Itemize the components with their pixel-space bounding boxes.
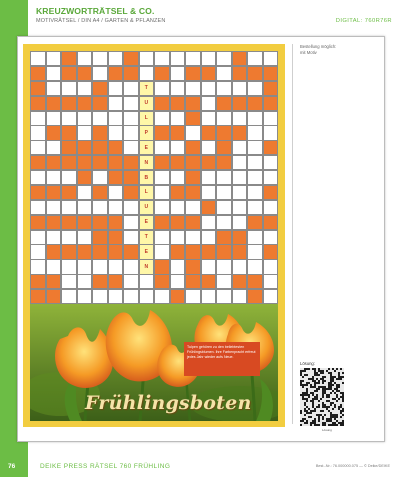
- grid-cell[interactable]: [232, 259, 248, 274]
- grid-cell[interactable]: [46, 230, 62, 245]
- grid-cell[interactable]: [92, 66, 108, 81]
- clue-cell[interactable]: [92, 155, 108, 170]
- clue-cell[interactable]: [185, 170, 201, 185]
- clue-cell[interactable]: [108, 244, 124, 259]
- grid-cell[interactable]: [123, 96, 139, 111]
- grid-cell[interactable]: [92, 200, 108, 215]
- grid-cell[interactable]: [77, 289, 93, 304]
- clue-cell[interactable]: [123, 185, 139, 200]
- solution-letter: E: [144, 248, 148, 255]
- grid-cell[interactable]: [170, 200, 186, 215]
- clue-cell[interactable]: [232, 125, 248, 140]
- grid-cell[interactable]: [123, 200, 139, 215]
- clue-cell[interactable]: [170, 155, 186, 170]
- grid-cell[interactable]: [247, 230, 263, 245]
- clue-cell[interactable]: [123, 170, 139, 185]
- clue-cell[interactable]: [77, 170, 93, 185]
- grid-cell[interactable]: [92, 170, 108, 185]
- grid-cell[interactable]: [154, 51, 170, 66]
- clue-cell[interactable]: [92, 185, 108, 200]
- solution-letter: T: [144, 85, 148, 92]
- footer-title: DEIKE PRESS RÄTSEL 760 FRÜHLING: [40, 463, 171, 470]
- grid-cell[interactable]: [154, 200, 170, 215]
- clue-cell[interactable]: [92, 125, 108, 140]
- clue-cell[interactable]: [232, 51, 248, 66]
- grid-cell[interactable]: [247, 185, 263, 200]
- clue-cell[interactable]: [263, 185, 279, 200]
- clue-cell[interactable]: [123, 155, 139, 170]
- grid-cell[interactable]: [216, 81, 232, 96]
- clue-cell[interactable]: [108, 230, 124, 245]
- clue-cell[interactable]: [201, 155, 217, 170]
- clue-cell[interactable]: [123, 51, 139, 66]
- grid-cell[interactable]: [108, 289, 124, 304]
- grid-cell[interactable]: [247, 200, 263, 215]
- grid-cell[interactable]: [139, 51, 155, 66]
- clue-cell[interactable]: [170, 125, 186, 140]
- clue-cell[interactable]: [216, 244, 232, 259]
- clue-cell[interactable]: [154, 259, 170, 274]
- grid-cell[interactable]: [185, 81, 201, 96]
- grid-cell[interactable]: [61, 259, 77, 274]
- clue-cell[interactable]: [263, 81, 279, 96]
- grid-cell[interactable]: [46, 200, 62, 215]
- clue-cell[interactable]: [201, 125, 217, 140]
- grid-cell[interactable]: [139, 66, 155, 81]
- grid-cell[interactable]: [108, 51, 124, 66]
- clue-cell[interactable]: [46, 96, 62, 111]
- grid-cell[interactable]: [216, 259, 232, 274]
- clue-cell[interactable]: [92, 96, 108, 111]
- clue-cell[interactable]: [77, 215, 93, 230]
- clue-cell[interactable]: [185, 155, 201, 170]
- clue-cell[interactable]: [92, 244, 108, 259]
- grid-cell[interactable]: [216, 289, 232, 304]
- clue-cell[interactable]: [61, 51, 77, 66]
- clue-cell[interactable]: [123, 244, 139, 259]
- grid-cell[interactable]: [123, 111, 139, 126]
- grid-cell[interactable]: [154, 140, 170, 155]
- grid-cell[interactable]: [232, 111, 248, 126]
- grid-cell[interactable]: [123, 81, 139, 96]
- grid-cell[interactable]: [30, 200, 46, 215]
- clue-cell[interactable]: [46, 289, 62, 304]
- solution-letter: P: [144, 129, 148, 136]
- clue-cell[interactable]: [247, 66, 263, 81]
- clue-cell[interactable]: [77, 96, 93, 111]
- grid-cell[interactable]: [61, 170, 77, 185]
- clue-cell[interactable]: [185, 140, 201, 155]
- clue-cell[interactable]: [77, 244, 93, 259]
- grid-cell[interactable]: [154, 111, 170, 126]
- grid-cell[interactable]: [170, 51, 186, 66]
- clue-cell[interactable]: [92, 230, 108, 245]
- clue-cell[interactable]: [185, 66, 201, 81]
- clue-cell[interactable]: [92, 140, 108, 155]
- grid-cell[interactable]: [30, 51, 46, 66]
- grid-cell[interactable]: [61, 111, 77, 126]
- grid-cell[interactable]: [185, 230, 201, 245]
- clue-cell[interactable]: [216, 140, 232, 155]
- clue-cell[interactable]: [185, 274, 201, 289]
- grid-cell[interactable]: [154, 185, 170, 200]
- grid-cell[interactable]: [46, 51, 62, 66]
- grid-cell[interactable]: [216, 51, 232, 66]
- footer-order-info: Best.-Nr.: 76.000000.075 — © Deike/DEIKE: [315, 464, 390, 468]
- grid-cell[interactable]: [201, 185, 217, 200]
- clue-cell[interactable]: [154, 155, 170, 170]
- grid-cell[interactable]: [216, 200, 232, 215]
- clue-cell[interactable]: [185, 185, 201, 200]
- clue-cell[interactable]: [263, 96, 279, 111]
- clue-cell[interactable]: [247, 215, 263, 230]
- grid-cell[interactable]: [139, 274, 155, 289]
- clue-cell[interactable]: [30, 215, 46, 230]
- grid-cell[interactable]: [123, 259, 139, 274]
- clue-cell[interactable]: [201, 274, 217, 289]
- clue-cell[interactable]: [185, 111, 201, 126]
- clue-cell[interactable]: [61, 140, 77, 155]
- grid-cell[interactable]: [108, 185, 124, 200]
- grid-cell[interactable]: [108, 81, 124, 96]
- grid-cell[interactable]: [46, 111, 62, 126]
- grid-cell[interactable]: [123, 274, 139, 289]
- grid-cell[interactable]: [201, 51, 217, 66]
- grid-cell[interactable]: [263, 155, 279, 170]
- grid-cell[interactable]: [232, 155, 248, 170]
- grid-cell[interactable]: [263, 259, 279, 274]
- clue-cell[interactable]: [30, 66, 46, 81]
- grid-cell[interactable]: [263, 125, 279, 140]
- grid-cell[interactable]: [216, 170, 232, 185]
- clue-cell[interactable]: [108, 140, 124, 155]
- digital-code: DIGITAL: 760R76R: [335, 18, 392, 24]
- clue-cell[interactable]: [170, 185, 186, 200]
- grid-cell[interactable]: [123, 289, 139, 304]
- grid-cell[interactable]: [216, 185, 232, 200]
- clue-cell[interactable]: [170, 96, 186, 111]
- clue-cell[interactable]: [170, 289, 186, 304]
- grid-cell[interactable]: [263, 274, 279, 289]
- clue-cell[interactable]: [30, 81, 46, 96]
- clue-cell[interactable]: [263, 140, 279, 155]
- clue-cell[interactable]: [185, 215, 201, 230]
- grid-cell[interactable]: [232, 289, 248, 304]
- grid-cell[interactable]: [170, 81, 186, 96]
- clue-cell[interactable]: [30, 185, 46, 200]
- grid-cell[interactable]: [232, 170, 248, 185]
- grid-cell[interactable]: [30, 170, 46, 185]
- grid-cell[interactable]: [154, 170, 170, 185]
- clue-cell[interactable]: [201, 66, 217, 81]
- clue-cell[interactable]: [77, 66, 93, 81]
- side-note-line2: mit Motiv: [300, 49, 317, 55]
- clue-cell[interactable]: [46, 215, 62, 230]
- clue-cell[interactable]: [247, 96, 263, 111]
- grid-cell[interactable]: [263, 111, 279, 126]
- clue-cell[interactable]: [123, 66, 139, 81]
- grid-cell[interactable]: [201, 215, 217, 230]
- clue-cell[interactable]: [92, 81, 108, 96]
- grid-cell[interactable]: [46, 170, 62, 185]
- grid-cell[interactable]: [185, 200, 201, 215]
- grid-cell[interactable]: [247, 81, 263, 96]
- info-note: Tulpen gehören zu den beliebtesten Frühlingsblumen. Ihre Farbenpracht erfreut jedes Jahr wieder aufs Neue.: [184, 342, 260, 376]
- grid-cell[interactable]: [170, 259, 186, 274]
- grid-cell[interactable]: [201, 259, 217, 274]
- grid-cell[interactable]: [92, 111, 108, 126]
- grid-cell[interactable]: [108, 200, 124, 215]
- grid-cell[interactable]: [77, 230, 93, 245]
- category-subline: MOTIVRÄTSEL / DIN A4 / GARTEN & PFLANZEN: [36, 18, 166, 24]
- grid-cell[interactable]: [46, 140, 62, 155]
- grid-cell[interactable]: [108, 96, 124, 111]
- clue-cell[interactable]: [108, 215, 124, 230]
- grid-cell[interactable]: [30, 244, 46, 259]
- clue-cell[interactable]: [232, 274, 248, 289]
- solution-letter: N: [144, 263, 149, 270]
- solution-letter: E: [144, 219, 148, 226]
- grid-cell[interactable]: [77, 185, 93, 200]
- clue-cell[interactable]: [263, 66, 279, 81]
- clue-cell[interactable]: [61, 215, 77, 230]
- grid-cell[interactable]: [77, 81, 93, 96]
- clue-cell[interactable]: [30, 289, 46, 304]
- clue-cell[interactable]: [30, 96, 46, 111]
- solution-letter: L: [144, 114, 148, 121]
- grid-cell[interactable]: [154, 81, 170, 96]
- grid-cell[interactable]: [247, 111, 263, 126]
- clue-cell[interactable]: [185, 259, 201, 274]
- grid-cell[interactable]: [247, 155, 263, 170]
- grid-cell[interactable]: [170, 230, 186, 245]
- clue-cell[interactable]: [247, 274, 263, 289]
- clue-cell[interactable]: [61, 244, 77, 259]
- clue-cell[interactable]: [154, 215, 170, 230]
- grid-cell[interactable]: [123, 230, 139, 245]
- side-note: [300, 44, 336, 55]
- clue-cell[interactable]: [46, 244, 62, 259]
- grid-cell[interactable]: [216, 111, 232, 126]
- grid-cell[interactable]: [201, 96, 217, 111]
- grid-cell[interactable]: [201, 289, 217, 304]
- grid-cell[interactable]: [92, 51, 108, 66]
- clue-cell[interactable]: [46, 274, 62, 289]
- grid-cell[interactable]: [170, 66, 186, 81]
- grid-cell[interactable]: [46, 66, 62, 81]
- grid-cell[interactable]: [201, 230, 217, 245]
- grid-cell[interactable]: [185, 289, 201, 304]
- grid-cell[interactable]: [216, 66, 232, 81]
- solution-letter: L: [144, 189, 148, 196]
- grid-cell[interactable]: [247, 125, 263, 140]
- grid-cell[interactable]: [108, 259, 124, 274]
- grid-cell[interactable]: [232, 140, 248, 155]
- brand-title: KREUZWORTRÄTSEL & CO.: [36, 6, 155, 16]
- grid-cell[interactable]: [247, 140, 263, 155]
- grid-cell[interactable]: [247, 259, 263, 274]
- clue-cell[interactable]: [61, 155, 77, 170]
- grid-cell[interactable]: [61, 81, 77, 96]
- grid-cell[interactable]: [201, 111, 217, 126]
- solution-letter: E: [144, 144, 148, 151]
- clue-cell[interactable]: [30, 155, 46, 170]
- grid-cell[interactable]: [92, 289, 108, 304]
- solution-letter: N: [144, 159, 149, 166]
- grid-cell[interactable]: [123, 125, 139, 140]
- grid-cell[interactable]: [123, 140, 139, 155]
- clue-cell[interactable]: [154, 274, 170, 289]
- clue-cell[interactable]: [216, 230, 232, 245]
- clue-cell[interactable]: [30, 274, 46, 289]
- grid-cell[interactable]: [170, 111, 186, 126]
- grid-cell[interactable]: [263, 230, 279, 245]
- grid-cell[interactable]: [232, 215, 248, 230]
- grid-cell[interactable]: [263, 170, 279, 185]
- grid-cell[interactable]: [201, 140, 217, 155]
- grid-cell[interactable]: [170, 170, 186, 185]
- grid-cell[interactable]: [232, 81, 248, 96]
- solution-thumbnail: [300, 368, 344, 426]
- clue-cell[interactable]: [77, 140, 93, 155]
- grid-cell[interactable]: [170, 274, 186, 289]
- clue-cell[interactable]: [108, 66, 124, 81]
- clue-cell[interactable]: [247, 289, 263, 304]
- grid-cell[interactable]: [263, 51, 279, 66]
- clue-cell[interactable]: [185, 96, 201, 111]
- grid-cell[interactable]: [77, 125, 93, 140]
- grid-cell[interactable]: [61, 200, 77, 215]
- clue-cell[interactable]: [46, 185, 62, 200]
- solution-label: Lösung:: [300, 361, 315, 366]
- grid-cell[interactable]: [61, 274, 77, 289]
- clue-cell[interactable]: [170, 244, 186, 259]
- grid-cell[interactable]: [30, 111, 46, 126]
- clue-cell[interactable]: [201, 244, 217, 259]
- grid-cell[interactable]: [77, 51, 93, 66]
- solution-letter: U: [144, 100, 149, 107]
- grid-cell[interactable]: [123, 215, 139, 230]
- grid-cell[interactable]: [46, 259, 62, 274]
- page-number: 76: [8, 463, 16, 470]
- clue-cell[interactable]: [108, 274, 124, 289]
- clue-cell[interactable]: [232, 96, 248, 111]
- grid-cell[interactable]: [216, 215, 232, 230]
- clue-cell[interactable]: [154, 96, 170, 111]
- grid-cell[interactable]: [201, 170, 217, 185]
- clue-cell[interactable]: [216, 96, 232, 111]
- grid-cell[interactable]: [30, 140, 46, 155]
- grid-cell[interactable]: [247, 51, 263, 66]
- grid-cell[interactable]: [77, 111, 93, 126]
- grid-cell[interactable]: [232, 200, 248, 215]
- grid-cell[interactable]: [46, 81, 62, 96]
- clue-cell[interactable]: [108, 155, 124, 170]
- clue-cell[interactable]: [46, 125, 62, 140]
- clue-cell[interactable]: [77, 155, 93, 170]
- grid-cell[interactable]: [77, 200, 93, 215]
- grid-cell[interactable]: [154, 244, 170, 259]
- clue-cell[interactable]: [201, 200, 217, 215]
- crossword-grid[interactable]: [30, 51, 278, 304]
- clue-cell[interactable]: [216, 125, 232, 140]
- solution-letter: T: [144, 234, 148, 241]
- clue-cell[interactable]: [154, 66, 170, 81]
- grid-cell[interactable]: [263, 200, 279, 215]
- grid-cell[interactable]: [154, 230, 170, 245]
- clue-cell[interactable]: [232, 230, 248, 245]
- clue-cell[interactable]: [61, 185, 77, 200]
- grid-cell[interactable]: [139, 289, 155, 304]
- clue-cell[interactable]: [92, 215, 108, 230]
- clue-cell[interactable]: [185, 244, 201, 259]
- clue-cell[interactable]: [154, 125, 170, 140]
- clue-cell[interactable]: [232, 66, 248, 81]
- grid-cell[interactable]: [247, 244, 263, 259]
- grid-cell[interactable]: [30, 259, 46, 274]
- grid-cell[interactable]: [30, 125, 46, 140]
- sheet-divider: [292, 44, 293, 424]
- grid-cell[interactable]: [108, 111, 124, 126]
- page-header: [36, 6, 392, 28]
- grid-cell[interactable]: [263, 289, 279, 304]
- solution-letter: U: [144, 204, 149, 211]
- grid-cell[interactable]: [232, 185, 248, 200]
- clue-cell[interactable]: [216, 155, 232, 170]
- solution-letter: B: [144, 174, 149, 181]
- grid-cell[interactable]: [77, 274, 93, 289]
- grid-cell[interactable]: [77, 259, 93, 274]
- clue-cell[interactable]: [263, 215, 279, 230]
- page-footer: [0, 455, 400, 477]
- grid-cell[interactable]: [92, 259, 108, 274]
- clue-cell[interactable]: [170, 215, 186, 230]
- solution-caption: Lösung: [322, 428, 332, 432]
- grid-cell[interactable]: [247, 170, 263, 185]
- grid-cell[interactable]: [108, 125, 124, 140]
- clue-cell[interactable]: [46, 155, 62, 170]
- grid-cell[interactable]: [201, 81, 217, 96]
- grid-cell[interactable]: [216, 274, 232, 289]
- grid-cell[interactable]: [154, 289, 170, 304]
- poster-title: Frühlingsboten: [85, 392, 252, 414]
- mini-grid-cell: [342, 424, 344, 426]
- grid-cell[interactable]: [185, 125, 201, 140]
- clue-cell[interactable]: [92, 274, 108, 289]
- clue-cell[interactable]: [232, 244, 248, 259]
- clue-cell[interactable]: [108, 170, 124, 185]
- grid-cell[interactable]: [61, 230, 77, 245]
- grid-cell[interactable]: [61, 289, 77, 304]
- clue-cell[interactable]: [263, 244, 279, 259]
- side-note-line1: Bestellung möglich:: [300, 44, 337, 49]
- grid-cell[interactable]: [185, 51, 201, 66]
- clue-cell[interactable]: [61, 125, 77, 140]
- grid-cell[interactable]: [30, 230, 46, 245]
- clue-cell[interactable]: [61, 96, 77, 111]
- grid-cell[interactable]: [170, 140, 186, 155]
- clue-cell[interactable]: [61, 66, 77, 81]
